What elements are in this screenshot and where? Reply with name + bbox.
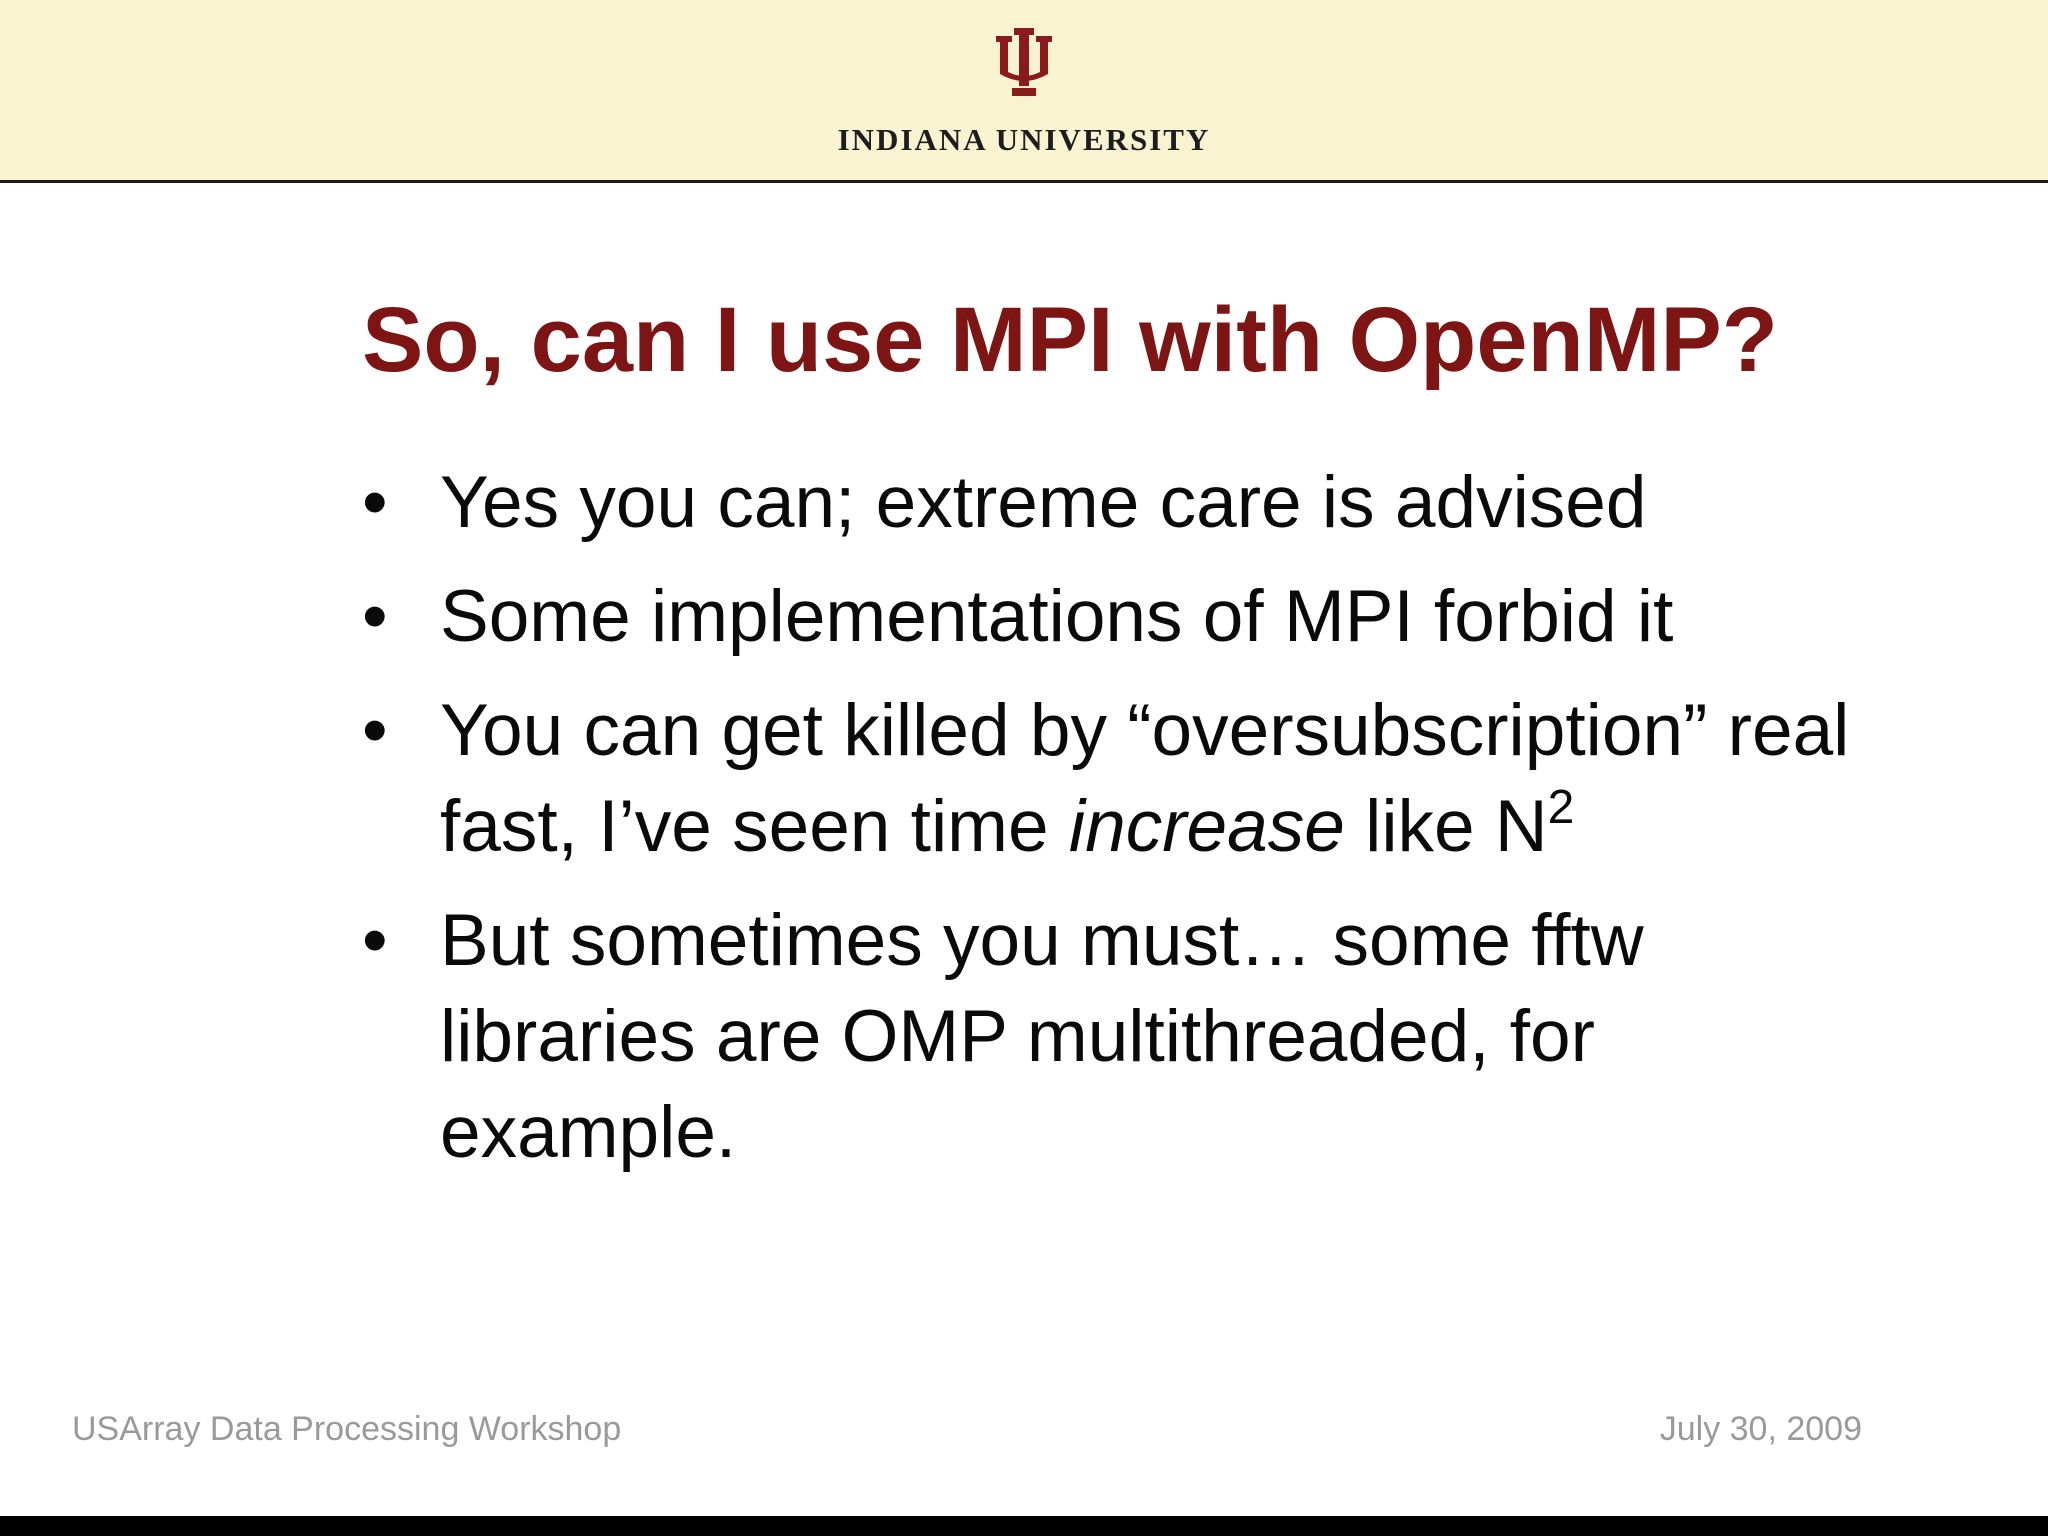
bullet-text: Yes you can; extreme care is advised xyxy=(440,462,1647,543)
bullet-item xyxy=(362,683,1882,875)
iu-trident-icon xyxy=(992,28,1056,100)
bullet-text: like N xyxy=(1344,786,1548,867)
superscript: 2 xyxy=(1547,781,1575,834)
bullet-text: You can get killed by “oversubscription” real fast, I’ve seen time xyxy=(440,690,1850,867)
bullet-text-italic: increase xyxy=(1068,786,1345,867)
bullet-icon: • xyxy=(362,690,388,771)
footer-event-name: USArray Data Processing Workshop xyxy=(72,1410,622,1448)
bullet-icon: • xyxy=(362,900,388,981)
header-band xyxy=(0,0,2048,183)
bullet-text: Some implementations of MPI forbid it xyxy=(440,576,1674,657)
bullet-text: But sometimes you must… some fftw libraries are OMP multithreaded, for example. xyxy=(440,900,1644,1173)
slide-title: So, can I use MPI with OpenMP? xyxy=(362,289,1778,391)
bullet-item xyxy=(362,455,1882,551)
bottom-bar xyxy=(0,1516,2048,1536)
footer-date: July 30, 2009 xyxy=(1659,1410,1862,1448)
bullet-icon: • xyxy=(362,576,388,657)
bullet-list xyxy=(362,455,1882,1199)
bullet-icon: • xyxy=(362,462,388,543)
bullet-item xyxy=(362,893,1882,1181)
university-name: INDIANA UNIVERSITY xyxy=(837,122,1211,157)
bullet-item xyxy=(362,569,1882,665)
